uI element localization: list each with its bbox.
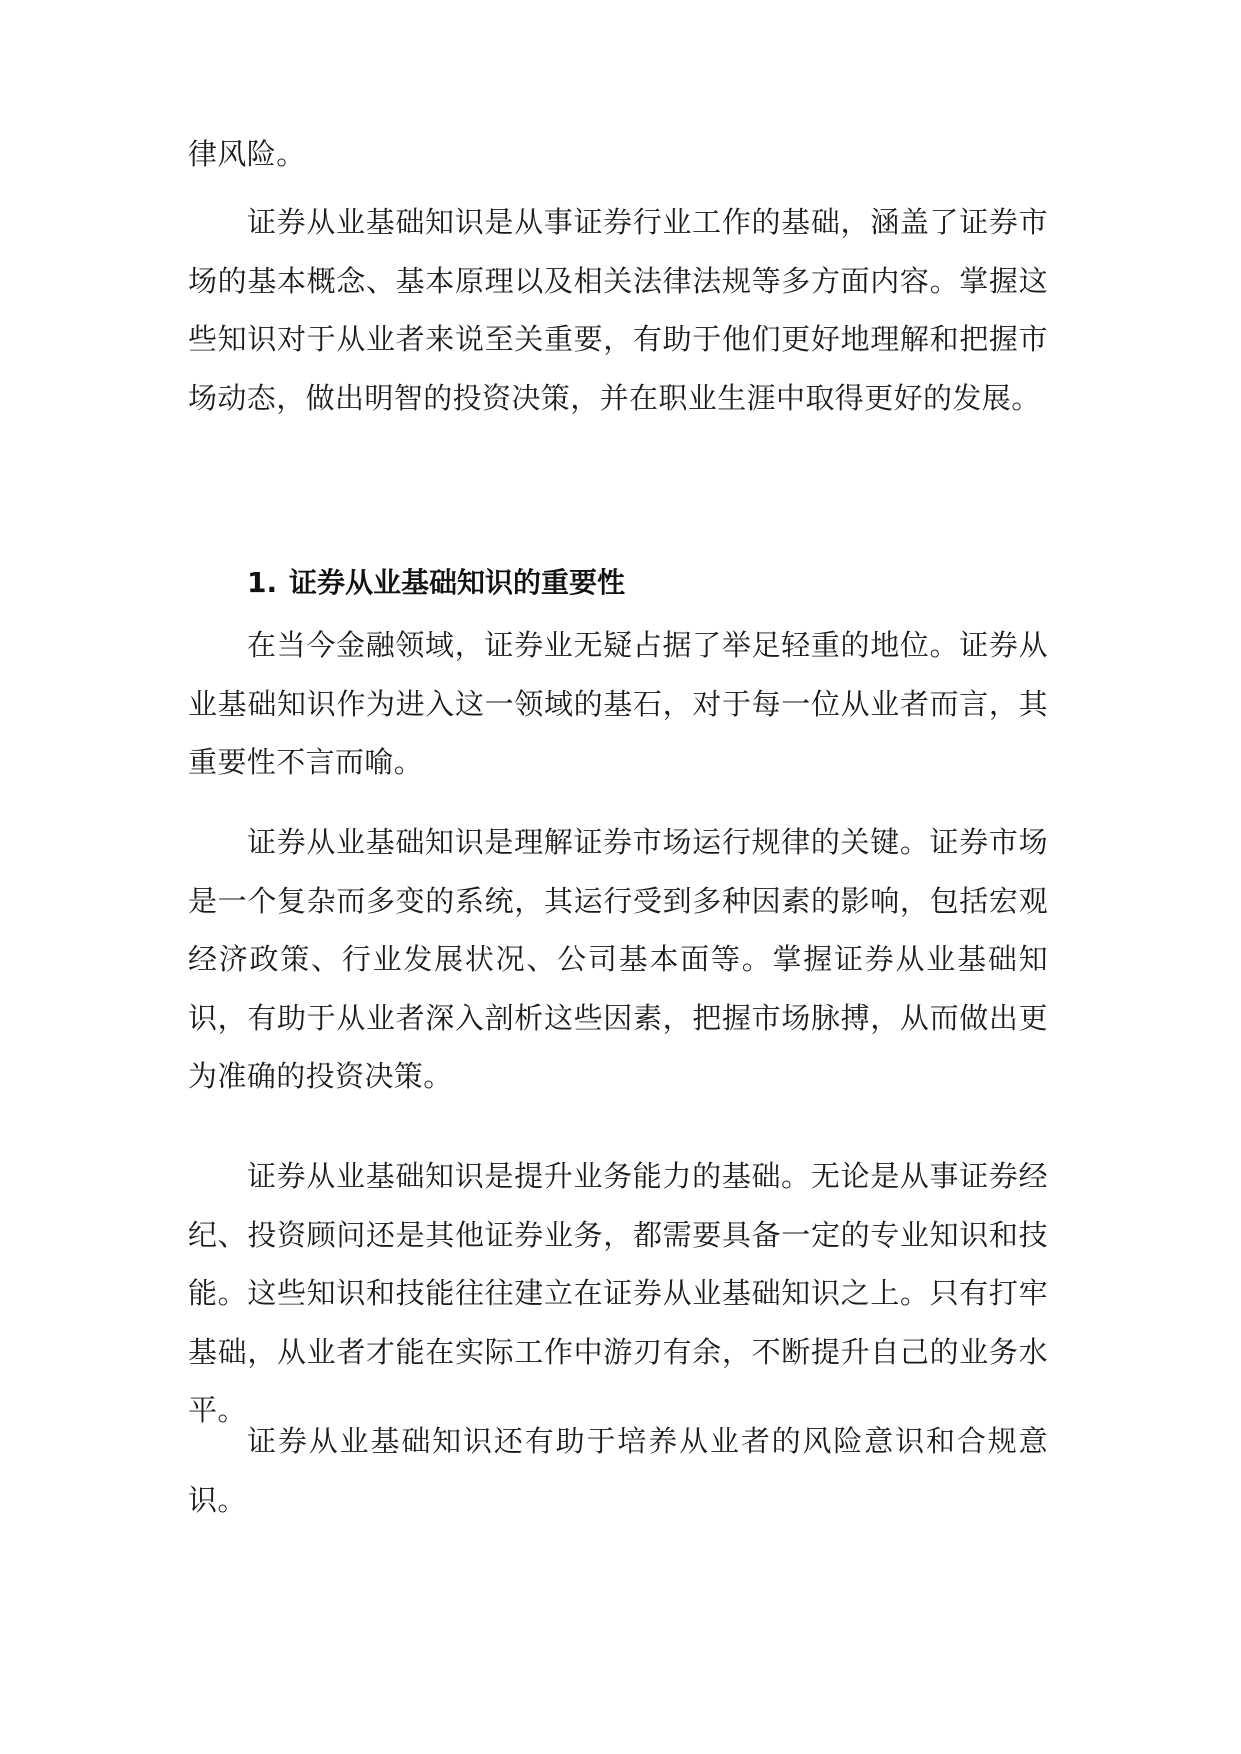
paragraph-risk-awareness: 证券从业基础知识还有助于培养从业者的风险意识和合规意识。 bbox=[188, 1424, 1048, 1517]
paragraph-importance: 在当今金融领域，证券业无疑占据了举足轻重的地位。证券从业基础知识作为进入这一领域的基石，对于每一位从业者而言，其重要性不言而喻。 bbox=[188, 628, 1048, 779]
section-number: 1. bbox=[247, 566, 278, 599]
section-heading bbox=[247, 563, 625, 603]
paragraph-market-rules: 证券从业基础知识是理解证券市场运行规律的关键。证券市场是一个复杂而多变的系统，其运行受到多种因素的影响，包括宏观经济政策、行业发展状况、公司基本面等。掌握证券从业基础知识，有助于从业者深入剖析这些因素，把握市场脉搏，从而做出更为准确的投资决策。 bbox=[188, 825, 1048, 1093]
section-title: 证券从业基础知识的重要性 bbox=[289, 566, 626, 599]
paragraph-business-ability: 证券从业基础知识是提升业务能力的基础。无论是从事证券经纪、投资顾问还是其他证券业务，都需要具备一定的专业知识和技能。这些知识和技能往往建立在证券从业基础知识之上。只有打牢基础，从业者才能在实际工作中游刃有余，不断提升自己的业务水平。 bbox=[188, 1159, 1048, 1427]
paragraph-continuation: 律风险。 bbox=[188, 137, 306, 171]
paragraph-intro: 证券从业基础知识是从事证券行业工作的基础，涵盖了证券市场的基本概念、基本原理以及相关法律法规等多方面内容。掌握这些知识对于从业者来说至关重要，有助于他们更好地理解和把握市场动态，做出明智的投资决策，并在职业生涯中取得更好的发展。 bbox=[188, 205, 1048, 415]
